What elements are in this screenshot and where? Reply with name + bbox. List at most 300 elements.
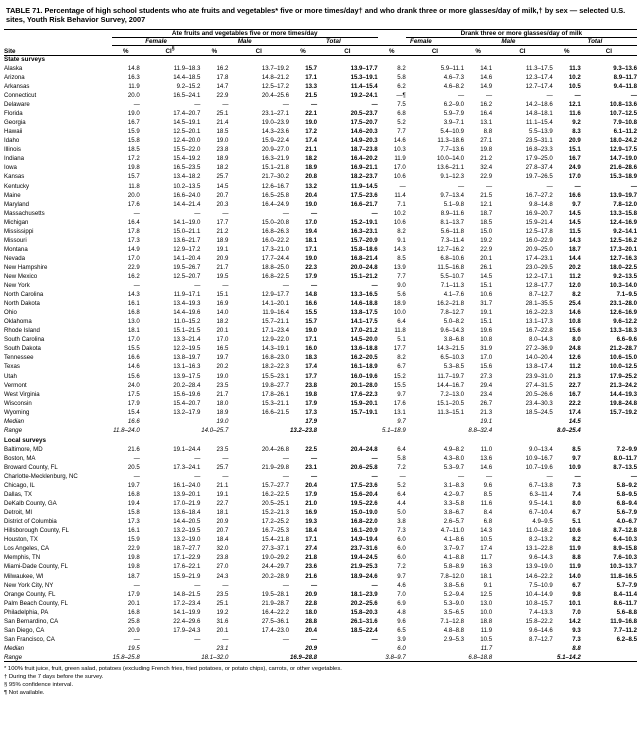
cell-pct: 25.7: [216, 463, 229, 471]
cell-ci: 7.2–9.9: [616, 445, 637, 453]
cell-ci: 14.0–20.4: [525, 354, 553, 362]
cell-ci: 14.3–21.5: [436, 345, 465, 353]
row-site-label: Wisconsin: [4, 399, 32, 407]
row-site-label: New York: [4, 282, 30, 290]
cell-pct: 16.6: [127, 417, 140, 425]
cell-pct: 9.7: [572, 454, 581, 462]
cell-pct: 8.8: [572, 644, 581, 652]
table-row: [4, 208, 637, 217]
cell-ci: 18.2–23.7: [350, 173, 378, 181]
cell-pct: —: [222, 282, 229, 290]
cell-pct: 18.1: [127, 327, 140, 335]
cell-ci: 13.1–22.8: [525, 545, 553, 553]
cell-pct: 11.3: [569, 64, 581, 72]
cell-pct: 20.4: [305, 626, 318, 634]
cell-pct: 21.1: [305, 146, 318, 154]
cell-ci: 9.4–11.8: [613, 83, 637, 91]
table-row: [4, 444, 637, 453]
table-title: TABLE 71. Percentage of high school students who ate fruits and vegetables* five or more times/day† and who drank three or more glasses/day of milk,† by sex — selected U.S. sites, Youth Risk Behavior Survey, 2007: [6, 6, 626, 25]
sex-header-male-2: Male: [464, 37, 553, 45]
cell-ci: —: [282, 581, 290, 589]
cell-ci: 8.1–13.7: [440, 218, 465, 226]
row-site-label: Median: [4, 417, 24, 425]
cell-pct: —: [310, 635, 318, 643]
cell-ci: 7.1–12.8: [440, 617, 465, 625]
cell-ci: 4.1–8.8: [443, 554, 465, 562]
cell-ci: 9.7–13.4: [440, 191, 465, 199]
cell-pct: —: [222, 581, 229, 589]
table-row: [4, 63, 637, 72]
cell-pct: 19.8: [127, 563, 140, 571]
table-row: [4, 370, 637, 379]
cell-pct: 19.6: [480, 327, 493, 335]
cell-ci: —: [371, 581, 378, 589]
pct-header-3: %: [300, 47, 306, 55]
cell-pct: 26.1: [480, 263, 493, 271]
cell-ci: 19.0–23.9: [261, 119, 290, 127]
table-row: [4, 190, 637, 199]
cell-pct: 22.9: [480, 173, 493, 181]
cell-pct: 17.4: [305, 363, 318, 371]
cell-ci: 23.9–31.0: [525, 372, 553, 380]
cell-ci: 15.4–21.8: [261, 536, 290, 544]
cell-pct: 3.9: [397, 635, 406, 643]
cell-pct: 6.8–18.8: [464, 652, 492, 662]
cell-ci: 15.5–23.1: [261, 372, 290, 380]
cell-pct: 16.4: [127, 218, 140, 226]
cell-pct: 16.2: [127, 273, 140, 280]
cell-pct: 17.1: [305, 536, 318, 544]
cell-ci: 9.5–14.1: [528, 500, 553, 508]
cell-pct: 7.0: [397, 590, 406, 598]
cell-ci: 15.7–27.7: [261, 482, 290, 490]
cell-pct: 13.0: [127, 318, 140, 326]
table-row: [4, 81, 637, 90]
row-site-label: Missouri: [4, 236, 27, 244]
row-site-label: Median: [4, 644, 24, 652]
cell-ci: 16.8–23.3: [525, 146, 553, 154]
cell-ci: 16.2–21.8: [436, 300, 465, 308]
cell-pct: 7.7: [397, 128, 406, 136]
cell-pct: 6.7: [397, 363, 406, 371]
cell-pct: —: [133, 282, 140, 290]
row-site-label: Georgia: [4, 119, 26, 127]
cell-pct: —: [574, 92, 581, 100]
table-row: [4, 180, 637, 189]
corner-cell: [4, 29, 112, 37]
cell-ci: 14.8–21.5: [173, 590, 201, 598]
row-site-label: Florida: [4, 110, 23, 118]
cell-pct: —: [133, 581, 140, 589]
cell-ci: 5.2–9.4: [443, 590, 465, 598]
cell-ci: 15.1–20.5: [436, 399, 465, 407]
row-site-label: North Dakota: [4, 300, 40, 308]
cell-ci: 28.1–35.5: [525, 300, 553, 308]
pct-header-4: %: [388, 47, 395, 55]
ci-header-1: CI§: [165, 45, 175, 55]
cell-pct: 12.1: [480, 200, 493, 208]
table-row: [4, 453, 637, 462]
cell-pct: 5.1–14.2: [553, 652, 581, 662]
cell-ci: [406, 416, 464, 425]
cell-ci: 2.6–5.7: [443, 518, 465, 526]
median-row: [4, 643, 637, 652]
cell-pct: 19.1: [480, 309, 493, 317]
cell-ci: 13.2–19.0: [173, 536, 201, 544]
row-site-label: Baltimore, MD: [4, 445, 43, 453]
cell-ci: 19.4–24.5: [350, 554, 378, 562]
cell-ci: 18.2–22.3: [261, 363, 290, 371]
group-header-fruits: Ate fruits and vegetables five or more times/day: [112, 29, 378, 37]
cell-pct: 15.8–25.8: [112, 652, 140, 662]
cell-ci: 16.2–20.5: [350, 354, 378, 362]
cell-ci: 14.2–18.6: [525, 101, 553, 109]
cell-pct: 16.7: [568, 390, 581, 398]
cell-ci: 14.7–19.0: [609, 155, 637, 163]
cell-pct: 15.7: [127, 173, 140, 181]
row-site-label: North Carolina: [4, 291, 44, 299]
row-site-label: San Francisco, CA: [4, 635, 55, 643]
cell-pct: 18.9: [305, 164, 318, 172]
cell-pct: 8.0–25.4: [557, 426, 581, 434]
cell-ci: 16.1–20.9: [350, 527, 378, 535]
cell-ci: 16.6–21.7: [350, 200, 378, 208]
cell-pct: 7.3: [572, 635, 581, 643]
cell-ci: 15.1–21.2: [350, 273, 378, 280]
cell-ci: 6.7–10.4: [528, 509, 553, 517]
cell-pct: —: [310, 282, 318, 290]
cell-pct: 11.2: [569, 273, 581, 280]
pct-header-5: %: [475, 47, 481, 55]
cell-pct: 14.6: [393, 137, 406, 145]
cell-ci: 7.4–13.3: [528, 608, 553, 616]
cell-pct: 17.0: [127, 336, 140, 344]
cell-ci: 11.0–18.2: [526, 527, 553, 535]
cell-ci: 18.0–22.5: [609, 263, 637, 271]
cell-pct: 14.7: [216, 83, 229, 91]
table-row: [4, 589, 637, 598]
cell-pct: 20.9: [305, 644, 318, 652]
cell-pct: 11.9: [569, 563, 581, 571]
cell-pct: 31.7: [480, 300, 493, 308]
cell-ci: 16.0–22.2: [261, 236, 290, 244]
row-site-label: Nevada: [4, 254, 26, 262]
row-site-label: New Hampshire: [4, 263, 48, 271]
cell-ci: 12.2–19.5: [173, 345, 201, 353]
cell-pct: 6.8: [397, 110, 406, 118]
cell-pct: 16.8: [127, 491, 140, 499]
cell-pct: 20.9: [305, 590, 318, 598]
cell-ci: 5.5–13.9: [528, 128, 553, 136]
cell-ci: 13.4–18.2: [173, 173, 201, 181]
cell-pct: 6.4: [397, 491, 406, 499]
cell-pct: 18.4: [216, 536, 229, 544]
row-site-label: Kansas: [4, 173, 25, 181]
pct-header-6: %: [563, 47, 570, 55]
cell-pct: 18.7: [127, 572, 140, 580]
cell-ci: 7.6–10.3: [613, 554, 637, 562]
cell-ci: —: [546, 182, 553, 190]
cell-ci: 16.8–21.4: [350, 254, 378, 262]
cell-ci: 4.7–11.0: [440, 527, 465, 535]
sex-header-row: [4, 37, 637, 45]
cell-ci: 17.0–21.9: [173, 500, 201, 508]
sex-header-total-1: Total: [289, 37, 378, 45]
cell-ci: 27.4–31.5: [525, 381, 553, 389]
cell-pct: 21.5: [305, 92, 318, 100]
cell-pct: 6.5: [397, 626, 406, 634]
cell-ci: 24.4–29.7: [261, 563, 290, 571]
table-row: [4, 135, 637, 144]
cell-pct: 17.3: [127, 236, 140, 244]
table-row: [4, 570, 637, 579]
cell-pct: 16.3: [127, 73, 140, 81]
cell-ci: 15.7–21.1: [261, 318, 290, 326]
cell-ci: 16.4–20.2: [350, 155, 378, 163]
cell-pct: 18.0: [216, 399, 229, 407]
cell-pct: 15.8: [127, 509, 140, 517]
cell-pct: 18.1: [480, 572, 493, 580]
table-row: [4, 117, 637, 126]
cell-pct: 17.8: [216, 73, 229, 81]
cell-ci: 17.6–22.3: [350, 390, 378, 398]
cell-ci: 15.2–19.1: [350, 218, 378, 226]
cell-ci: 16.8–22.0: [350, 518, 378, 526]
cell-ci: 12.3–17.4: [525, 73, 553, 81]
cell-pct: 11.9: [128, 83, 140, 91]
cell-pct: 9.1: [397, 236, 406, 244]
cell-pct: —: [486, 472, 493, 480]
cell-pct: 18.1: [305, 236, 318, 244]
cell-ci: 11.9–14.5: [350, 182, 378, 190]
section-header: Local surveys: [4, 436, 47, 444]
range-row: [4, 425, 637, 434]
cell-pct: 17.2: [305, 128, 318, 136]
cell-pct: 25.4: [568, 300, 581, 308]
cell-ci: [317, 416, 378, 425]
cell-ci: 4.2–9.7: [443, 491, 465, 499]
cell-ci: 12.6–16.9: [609, 309, 637, 317]
cell-ci: 17.5–23.6: [350, 482, 378, 490]
cell-ci: 5.5–10.7: [440, 273, 465, 280]
cell-ci: 14.4–19.6: [173, 309, 201, 317]
row-site-label: Illinois: [4, 146, 21, 154]
cell-pct: 19.7: [216, 354, 229, 362]
cell-ci: 9.8–14.8: [528, 200, 553, 208]
cell-pct: 18.2: [216, 164, 229, 172]
row-site-label: Hillsborough County, FL: [4, 527, 69, 535]
cell-pct: 15.1: [568, 146, 581, 154]
cell-pct: —: [486, 92, 493, 100]
cell-pct: 8.5: [397, 254, 406, 262]
cell-pct: 7.2: [397, 463, 406, 471]
cell-pct: 9.6: [483, 482, 493, 490]
cell-pct: 15.6: [480, 363, 493, 371]
cell-ci: 10.3–13.7: [609, 563, 637, 571]
row-site-label: South Carolina: [4, 336, 45, 344]
cell-pct: 8.5: [572, 445, 581, 453]
cell-pct: 15.8: [127, 137, 140, 145]
cell-pct: 14.2: [568, 617, 581, 625]
gap-cell: [378, 29, 406, 37]
cell-ci: 23.7–31.6: [350, 545, 378, 553]
cell-ci: 11.0–15.2: [173, 318, 201, 326]
row-site-label: Montana: [4, 245, 28, 253]
cell-ci: 14.1–19.0: [173, 218, 201, 226]
cell-ci: 8.0–14.3: [528, 336, 553, 344]
cell-ci: 19.7–26.5: [525, 173, 553, 181]
cell-pct: 21.5: [480, 191, 493, 199]
cell-ci: [317, 425, 378, 434]
cell-ci: 12.9–17.2: [173, 245, 201, 253]
cell-ci: 10.2–13.5: [173, 182, 201, 190]
cell-ci: 16.8–23.0: [261, 354, 290, 362]
cell-pct: 15.0: [480, 227, 493, 235]
cell-pct: 17.0: [568, 173, 581, 181]
cell-ci: 10.0–12.5: [609, 363, 637, 371]
row-site-label: Palm Beach County, FL: [4, 599, 68, 607]
row-site-label: Massachusetts: [4, 209, 45, 217]
cell-ci: 21.7–30.2: [261, 173, 290, 181]
cell-ci: 7.8–12.0: [440, 572, 465, 580]
cell-ci: —: [282, 472, 290, 480]
cell-ci: 3.5–6.5: [443, 608, 465, 616]
median-row: [4, 416, 637, 425]
cell-pct: 21.7: [216, 390, 229, 398]
cell-ci: 27.2–36.9: [525, 345, 553, 353]
table-row: [4, 361, 637, 370]
cell-pct: 9.1: [483, 581, 493, 589]
cell-pct: 10.3: [393, 146, 406, 154]
cell-ci: 13.9–20.1: [173, 491, 201, 499]
cell-pct: 17.0: [305, 218, 318, 226]
table-row: [4, 389, 637, 398]
cell-pct: 18.5: [127, 146, 140, 154]
cell-pct: 17.5: [127, 390, 140, 398]
cell-pct: 16.0: [305, 345, 318, 353]
cell-ci: 11.5–16.8: [437, 263, 465, 271]
cell-pct: 6.7: [572, 509, 581, 517]
cell-pct: 16.1: [127, 300, 140, 308]
cell-ci: [317, 652, 378, 662]
table-row: [4, 352, 637, 361]
cell-pct: 13.9: [393, 263, 406, 271]
cell-pct: 21.3: [480, 408, 493, 416]
cell-ci: 15.0–20.8: [261, 218, 290, 226]
cell-ci: 19.5–22.6: [350, 500, 378, 508]
cell-pct: —: [133, 209, 140, 217]
cell-pct: 11.9: [569, 545, 581, 553]
cell-ci: 9.3–13.6: [613, 64, 637, 72]
cell-pct: 22.8: [305, 599, 318, 607]
table-row: [4, 271, 637, 280]
cell-pct: 14.3: [568, 236, 581, 244]
cell-pct: 10.6: [568, 527, 581, 535]
cell-pct: 10.0: [393, 309, 406, 317]
cell-pct: 19.1: [216, 245, 229, 253]
cell-pct: 8.0: [572, 500, 581, 508]
cell-pct: 25.8: [127, 617, 140, 625]
cell-ci: 18.7–27.7: [173, 545, 201, 553]
cell-ci: 15.4–19.2: [173, 155, 201, 163]
cell-pct: 19.8: [480, 146, 493, 154]
cell-pct: 14.6: [480, 463, 493, 471]
section-header-row: [4, 55, 637, 63]
cell-ci: 15.3–19.1: [350, 73, 378, 81]
cell-ci: 3.8–6.7: [443, 509, 465, 517]
cell-pct: 20.3: [216, 200, 229, 208]
cell-ci: 11.9–18.3: [173, 64, 201, 72]
cell-ci: 13.2–19.5: [173, 527, 201, 535]
cell-pct: 7.2: [397, 563, 406, 571]
cell-pct: 20.4: [305, 191, 318, 199]
footnote-1: * 100% fruit juice, fruit, green salad, potatoes (excluding French fries, fried potatoes, or potato chips), carrots, or other vegetables.: [4, 665, 342, 672]
cell-ci: 9.2–14.1: [613, 227, 637, 235]
cell-pct: 4.6: [397, 581, 406, 589]
cell-ci: 21.3–24.2: [609, 381, 637, 389]
row-site-label: Range: [4, 426, 22, 434]
cell-pct: 27.4: [305, 545, 318, 553]
table-row: [4, 462, 637, 471]
cell-ci: 12.4–16.9: [609, 218, 637, 226]
cell-ci: 6.5–10.3: [440, 354, 465, 362]
cell-pct: 13.1: [480, 119, 493, 127]
cell-ci: [406, 652, 464, 662]
table-row: [4, 262, 637, 271]
cell-ci: [492, 416, 553, 425]
cell-ci: —: [630, 92, 637, 100]
cell-ci: 9.6–14.3: [528, 554, 553, 562]
cell-pct: 17.1: [305, 336, 318, 344]
cell-ci: 4.9–8.2: [443, 445, 465, 453]
cell-pct: 11.0: [480, 445, 493, 453]
cell-pct: 6.0: [397, 644, 406, 652]
cell-pct: 13.0: [480, 599, 493, 607]
cell-ci: 15.5–22.0: [173, 146, 201, 154]
cell-ci: 13.1–16.3: [173, 363, 201, 371]
cell-ci: 21.6–28.6: [609, 164, 637, 172]
cell-ci: —: [371, 454, 378, 462]
cell-pct: 14.0: [568, 572, 581, 580]
row-site-label: Alaska: [4, 64, 23, 72]
cell-ci: 12.9–17.5: [609, 146, 637, 154]
cell-ci: 8.6–11.7: [613, 599, 637, 607]
cell-ci: 22.4–29.6: [173, 617, 201, 625]
cell-ci: 18.0–24.2: [609, 137, 637, 145]
cell-ci: 8.9–11.7: [613, 73, 637, 81]
cell-pct: 12.6: [568, 354, 581, 362]
table-row: [4, 72, 637, 81]
cell-pct: 8.2: [572, 536, 581, 544]
cell-ci: 7.1–9.5: [616, 291, 637, 299]
cell-pct: 19.7: [127, 482, 140, 490]
cell-pct: 20.0: [127, 92, 140, 100]
cell-pct: 9.7: [572, 200, 581, 208]
cell-ci: 15.8–20.3: [350, 608, 378, 616]
table-row: [4, 162, 637, 171]
cell-pct: 15.1: [480, 282, 493, 290]
cell-ci: 13.3–21.4: [173, 336, 201, 344]
cell-ci: 3.1–8.3: [443, 482, 465, 490]
cell-ci: 15.8–18.6: [350, 245, 378, 253]
cell-pct: 18.1: [216, 509, 229, 517]
cell-pct: 20.7: [216, 191, 229, 199]
cell-pct: 8.4: [483, 509, 493, 517]
cell-pct: 19.8: [127, 554, 140, 562]
cell-ci: 5.3–9.0: [443, 599, 465, 607]
cell-ci: 10.8–13.6: [609, 101, 637, 109]
cell-pct: —: [399, 182, 406, 190]
